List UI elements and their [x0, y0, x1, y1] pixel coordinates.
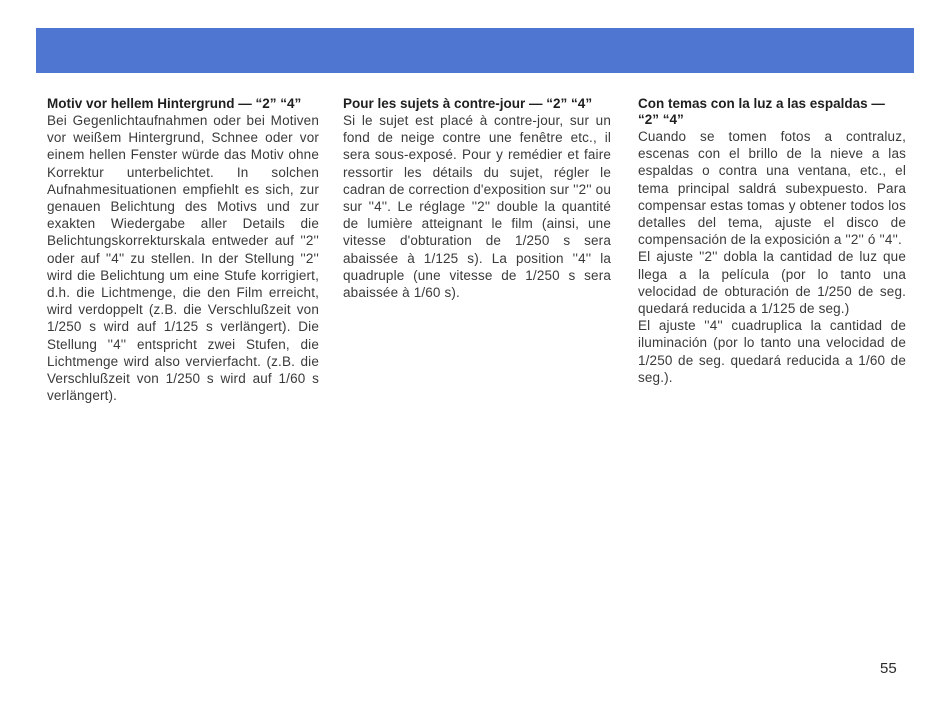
- spanish-paragraph-2: El ajuste ''2'' dobla la cantidad de luz que llega a la película (por lo tanto una velocidad de obturación de 1/250 de seg. quedará reducida a 1/125 de seg.): [638, 249, 906, 317]
- spanish-body: [638, 128, 906, 386]
- french-body: Si le sujet est placé à contre-jour, sur un fond de neige contre une fenêtre etc., il sera sous-exposé. Pour y remédier et faire ressortir les détails du sujet, régler le cadran de correction d'exposition sur ''2'' ou sur ''4''. Le réglage ''2'' double la quantité de lumière atteignant le film (ainsi, une vitesse d'obturation de 1/250 s sera abaissée à 1/125 s). La position ''4'' la quadruple (une vitesse de 1/250 s sera abaissée à 1/60 s).: [343, 113, 611, 301]
- spanish-section: [638, 96, 906, 386]
- spanish-paragraph-3: El ajuste ''4'' cuadruplica la cantidad de iluminación (por lo tanto una velocidad de 1/250 de seg. quedará reducida a 1/60 de seg.).: [638, 318, 906, 385]
- german-heading: Motiv vor hellem Hintergrund — “2” “4”: [47, 96, 302, 111]
- page-number: 55: [880, 660, 897, 677]
- spanish-heading: Con temas con la luz a las espaldas — “2” “4”: [638, 96, 885, 127]
- header-color-band: [36, 28, 914, 73]
- german-body: Bei Gegenlichtaufnahmen oder bei Motiven vor weißem Hintergrund, Schnee oder vor einem hellen Fenster würde das Motiv ohne Korrektur unterbelichtet. In solchen Aufnahmesituationen empfiehlt es sich, zur genauen Belichtung des Motivs und zur exakten Wiedergabe aller Details die Belichtungskorrekturskala entweder auf ''2'' oder auf ''4'' zu stellen. In der Stellung ''2'' wird die Belichtung um eine Stufe korrigiert, d.h. die Lichtmenge, die den Film erreicht, wird verdoppelt (z.B. die Verschlußzeit von 1/250 s wird auf 1/125 s verlängert). Die Stellung ''4'' entspricht zwei Stufen, die Lichtmenge wird also vervierfacht. (z.B. die Verschlußzeit von 1/250 s wird auf 1/60 s verlängert).: [47, 113, 319, 404]
- german-section: [47, 96, 319, 404]
- french-heading: Pour les sujets à contre-jour — “2” “4”: [343, 96, 593, 111]
- french-section: [343, 96, 611, 301]
- spanish-paragraph-1: Cuando se tomen fotos a contraluz, escenas con el brillo de la nieve a las espaldas o contra una ventana, etc., el tema principal saldrá subexpuesto. Para compensar estas tomas y obtener todos los detalles del tema, ajuste el disco de compensación de la exposición a ''2'' ó ''4''.: [638, 129, 906, 248]
